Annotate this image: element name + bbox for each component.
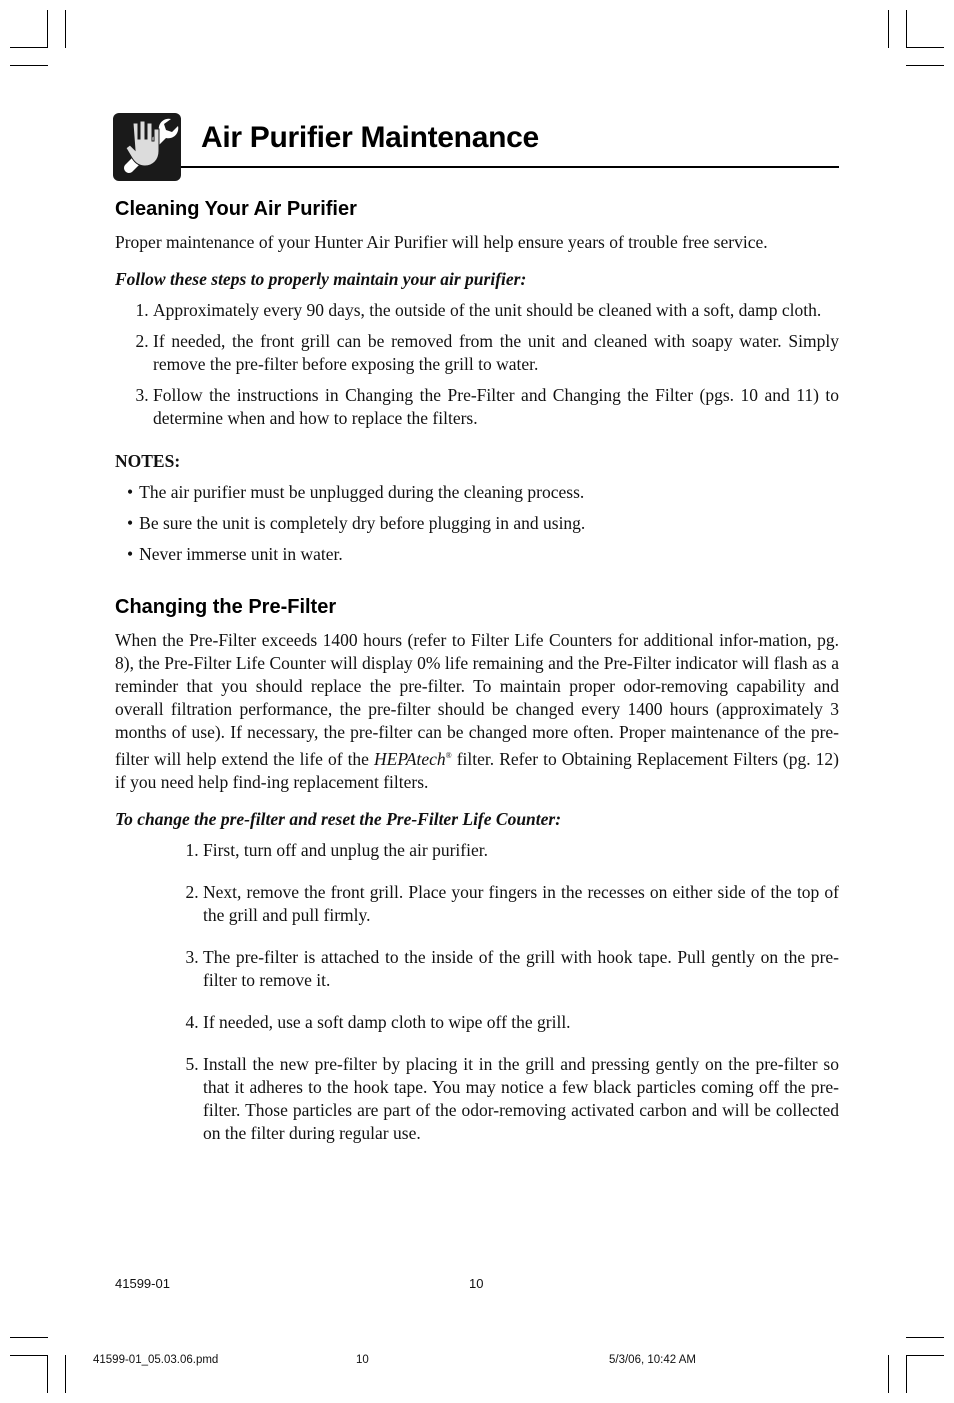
list-item: 2. Next, remove the front grill. Place your fingers in the recesses on either side of the top of the grill and pull firmly. [203,881,839,927]
crop-mark [906,65,944,66]
section-heading: Cleaning Your Air Purifier [115,198,357,220]
doc-number: 41599-01 [115,1276,170,1291]
crop-mark [65,1355,66,1393]
slug-filename: 41599-01_05.03.06.pmd [93,1354,219,1366]
steps-lead: Follow these steps to properly maintain your air purifier: [115,269,527,289]
crop-mark [10,1337,48,1338]
slug-page: 10 [356,1354,369,1366]
slug-timestamp: 5/3/06, 10:42 AM [609,1354,696,1366]
crop-mark [906,1337,944,1338]
crop-mark [65,10,66,48]
paragraph-text: When the Pre-Filter exceeds 1400 hours (refer to Filter Life Counters for additional infor-mation, pg. 8), the Pre-Filter Life Counter will display 0% life remaining and the Pre-Filter indicator will flash as a reminder that you should replace the pre-filter. To maintain proper odor-removing capability and overall filtration performance, the pre-filter should be changed every 1400 hours (approximately 3 months of use). If necessary, the pre-filter can be changed more often. Proper maintenance of the pre-filter will help extend the life of the [115,630,839,769]
crop-mark [888,1355,889,1393]
crop-mark [906,1355,944,1356]
list-item: 4. If needed, use a soft damp cloth to wipe off the grill. [203,1011,839,1034]
crop-mark [888,10,889,48]
cleaning-section [115,198,839,566]
crop-mark [906,10,907,48]
crop-mark [906,47,944,48]
list-item: • The air purifier must be unplugged during the cleaning process. [127,481,839,504]
paragraph-text: filter. Refer to Obtaining Replacement Filters (pg. 12) if you need help find-ing replacement filters. [115,748,840,792]
paragraph: Proper maintenance of your Hunter Air Purifier will help ensure years of trouble free service. [115,232,768,252]
steps-list [115,839,839,1145]
crop-mark [47,1355,48,1393]
paragraph [115,629,839,794]
list-item: 1. First, turn off and unplug the air purifier. [203,839,839,862]
list-item: 2. If needed, the front grill can be removed from the unit and cleaned with soapy water. Simply remove the pre-filter before exposing the grill to water. [153,330,839,376]
wrench-hand-icon [113,113,181,181]
steps-lead: To change the pre-filter and reset the Pre-Filter Life Counter: [115,808,562,829]
crop-mark [47,10,48,48]
crop-mark [906,1355,907,1393]
page-content [115,198,839,1164]
list-item: 3. Follow the instructions in Changing the Pre-Filter and Changing the Filter (pgs. 10 and 11) to determine when and how to replace the filters. [153,384,839,430]
list-item: • Never immerse unit in water. [127,543,839,566]
page-header [113,113,839,183]
header-rule [181,166,839,168]
page-number: 10 [469,1276,484,1291]
steps-list [115,299,839,430]
notes-list [115,481,839,566]
notes-heading: NOTES: [115,451,181,471]
crop-mark [10,65,48,66]
page-title: Air Purifier Maintenance [201,121,539,154]
crop-mark [10,1355,48,1356]
brand-name: HEPAtech [374,748,446,769]
list-item: 5. Install the new pre-filter by placing it in the grill and pressing gently on the pre-filter so that it adheres to the hook tape. You may notice a few black particles coming off the pre-filter. Those particles are part of the odor-removing activated carbon and will be collected on the filter during regular use. [203,1053,839,1145]
list-item: 3. The pre-filter is attached to the inside of the grill with hook tape. Pull gently on the pre-filter to remove it. [203,946,839,992]
prefilter-section [115,596,839,1145]
list-item: • Be sure the unit is completely dry before plugging in and using. [127,512,839,535]
section-heading: Changing the Pre-Filter [115,596,337,618]
registered-mark: ® [445,751,452,760]
list-item: 1. Approximately every 90 days, the outside of the unit should be cleaned with a soft, damp cloth. [153,299,839,322]
crop-mark [10,47,48,48]
